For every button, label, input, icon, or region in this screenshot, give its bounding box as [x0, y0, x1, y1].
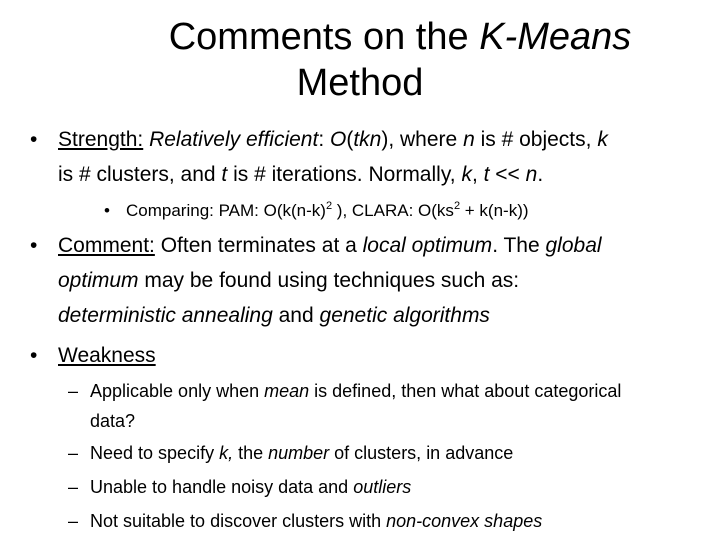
- title-line-1: [0, 14, 720, 60]
- title-text: Comments on the: [168, 16, 480, 58]
- title-emphasis: K-Means: [479, 16, 632, 58]
- bullet-text: Strength: Relatively efficient: O(tkn), where n is # objects, k is # clusters, and t is # iterations. Normally, k, t << n.: [58, 128, 608, 186]
- bullet-weakness: [30, 338, 694, 373]
- bullet-dot: •: [30, 344, 38, 367]
- bullet-strength: [30, 122, 694, 192]
- dash-item-applicable: [68, 376, 698, 436]
- bullet-label: Weakness: [58, 344, 156, 367]
- dash-marker: –: [68, 381, 79, 401]
- dash-item-noisy-data: [68, 472, 698, 502]
- dash-item-text: Unable to handle noisy data and outliers: [90, 477, 412, 497]
- dash-item-non-convex: [68, 506, 698, 536]
- bullet-text: Comment: Often terminates at a local optimum. The global optimum may be found using techniques such as: deterministic annealing and genetic algorithms: [58, 234, 602, 327]
- dash-marker: –: [68, 477, 79, 497]
- bullet-text: [58, 338, 694, 373]
- dash-marker: –: [68, 511, 79, 531]
- bullet-label: Comment:: [58, 234, 155, 257]
- bullet-dot: •: [30, 128, 38, 151]
- dash-item-specify-k: [68, 438, 698, 468]
- sub-bullet-text: Comparing: PAM: $O(k(n-k)^2$ ), CLARA: $O(ks^2 + k(n-k))$: [126, 200, 529, 220]
- dash-item-text: Not suitable to discover clusters with non-convex shapes: [90, 511, 543, 531]
- sub-bullet-comparing: [104, 196, 704, 226]
- dash-item-text: Need to specify k, the number of clusters, in advance: [90, 443, 514, 463]
- bullet-dot: •: [104, 201, 110, 220]
- title-line-2: Method: [296, 62, 424, 104]
- dash-marker: –: [68, 443, 79, 463]
- slide-title: [0, 14, 720, 106]
- bullet-comment: [30, 228, 694, 333]
- bullet-dot: •: [30, 234, 38, 257]
- bullet-label: Strength:: [58, 128, 144, 151]
- dash-item-text: Applicable only when mean is defined, then what about categorical data?: [90, 381, 622, 431]
